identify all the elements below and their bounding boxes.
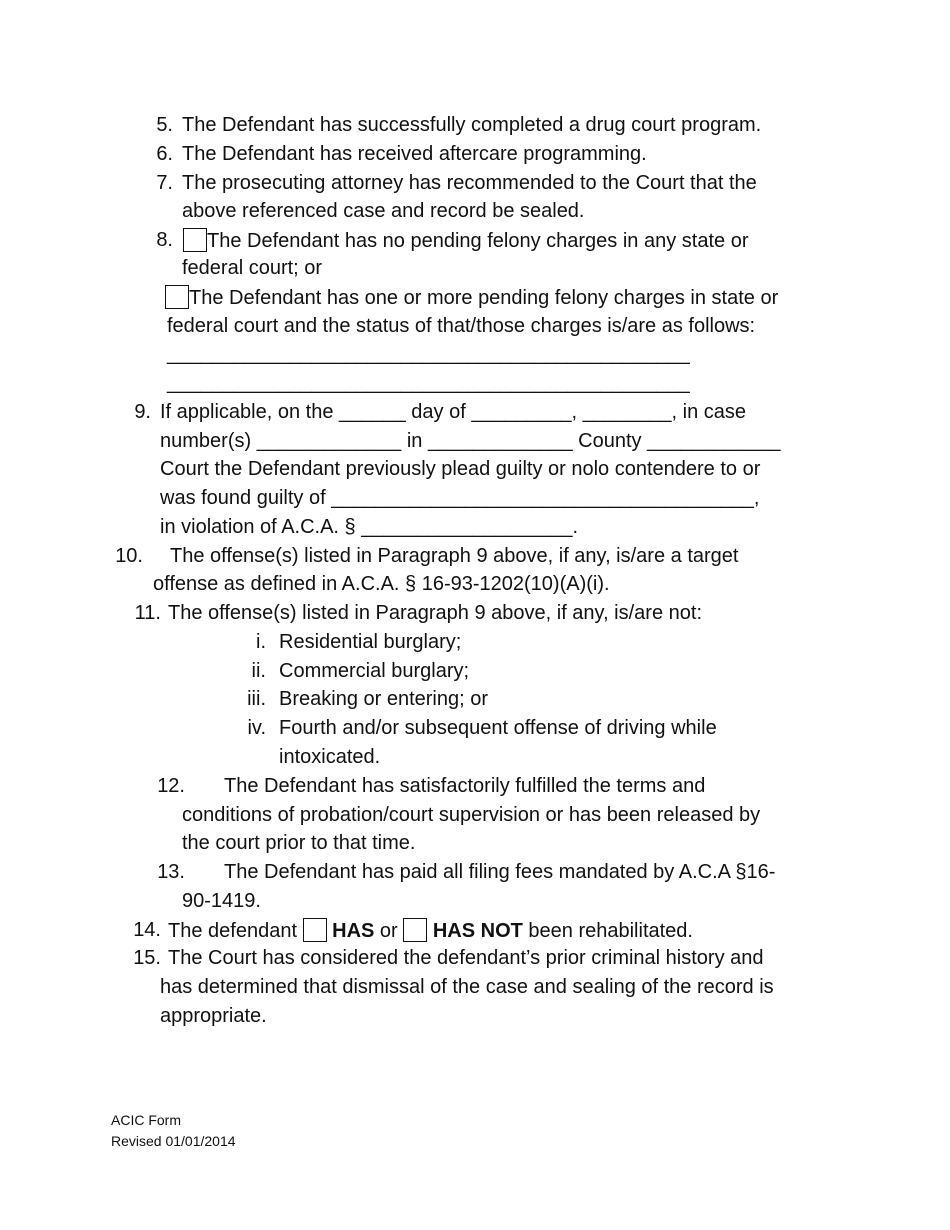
item-15-line-1: The Court has considered the defendant’s prior criminal history and	[168, 947, 764, 969]
item-10-line-1: The offense(s) listed in Paragraph 9 above, if any, is/are a target	[170, 545, 739, 567]
item-14-number: 14.	[133, 919, 161, 941]
item-14-prefix: The defendant	[168, 920, 297, 942]
pending-charges-blank-2[interactable]: _______________________________________________	[167, 372, 690, 394]
item-10-number: 10.	[115, 545, 143, 567]
sub-item-number: i.	[256, 631, 266, 653]
item-5-number: 5.	[156, 114, 173, 136]
sub-item-number: iii.	[247, 688, 266, 710]
sub-item-iv-line-2: intoxicated.	[279, 746, 381, 768]
item-10-line-2: offense as defined in A.C.A. § 16-93-1202(10)(A)(i).	[153, 573, 610, 595]
item-12-line-2: conditions of probation/court supervision or has been released by	[182, 804, 761, 826]
item-6-number: 6.	[156, 143, 173, 165]
item-13-line-1: The Defendant has paid all filing fees mandated by A.C.A §16-	[224, 861, 776, 883]
item-9-line-5: in violation of A.C.A. § ___________________.	[160, 516, 579, 538]
has-not-been-rehabilitated-checkbox[interactable]	[403, 918, 427, 942]
pending-charges-checkbox[interactable]	[165, 285, 189, 309]
item-7-line-1: The prosecuting attorney has recommended to the Court that the	[182, 172, 757, 194]
sub-item-text: Breaking or entering; or	[279, 688, 489, 710]
item-12-number: 12.	[157, 775, 185, 797]
item-8-option-2-line-2: federal court and the status of that/those charges is/are as follows:	[167, 315, 756, 337]
item-8-option-1	[183, 228, 748, 253]
footer-revised-date: Revised 01/01/2014	[111, 1133, 236, 1149]
item-9-number: 9.	[134, 401, 151, 423]
item-12-line-3: the court prior to that time.	[182, 832, 416, 854]
sub-item-text: Fourth and/or subsequent offense of driving while	[279, 717, 717, 739]
item-8-option-2-line-1: The Defendant has one or more pending felony charges in state or	[189, 287, 779, 309]
item-7-line-2: above referenced case and record be sealed.	[182, 200, 585, 222]
item-8-option-1-line-2: federal court; or	[182, 257, 323, 279]
sub-item-number: ii.	[251, 660, 266, 682]
item-7-number: 7.	[156, 172, 173, 194]
item-11-number: 11.	[134, 602, 161, 624]
item-15-line-2: has determined that dismissal of the case and sealing of the record is	[160, 976, 774, 998]
item-14-suffix: been rehabilitated.	[528, 920, 693, 942]
item-15-number: 15.	[133, 947, 161, 969]
sub-item-text: Commercial burglary;	[279, 660, 470, 682]
item-6-text: The Defendant has received aftercare programming.	[182, 143, 647, 165]
pending-charges-blank-1[interactable]: _______________________________________________	[167, 343, 690, 365]
item-12-line-1: The Defendant has satisfactorily fulfilled the terms and	[224, 775, 706, 797]
item-8-number: 8.	[156, 229, 173, 251]
no-pending-charges-checkbox[interactable]	[183, 228, 207, 252]
or-label: or	[379, 920, 398, 942]
sub-item-text: Residential burglary;	[279, 631, 462, 653]
item-9-line-3: Court the Defendant previously plead guilty or nolo contendere to or	[160, 458, 761, 480]
item-9-line-1: If applicable, on the ______ day of _________, ________, in case	[160, 401, 747, 423]
footer-form-name: ACIC Form	[111, 1112, 181, 1128]
item-14-text	[168, 918, 693, 943]
item-9-line-2: number(s) _____________ in _____________ County ____________	[160, 430, 781, 452]
item-15-line-3: appropriate.	[160, 1005, 267, 1027]
item-8-option-2	[165, 285, 778, 310]
item-9-line-4: was found guilty of ______________________________________,	[160, 487, 760, 509]
has-label: HAS	[332, 920, 375, 942]
item-13-number: 13.	[157, 861, 185, 883]
item-11-text: The offense(s) listed in Paragraph 9 above, if any, is/are not:	[168, 602, 703, 624]
has-not-label: HAS NOT	[432, 920, 523, 942]
item-8-option-1-line-1: The Defendant has no pending felony charges in any state or	[207, 230, 749, 252]
item-13-line-2: 90-1419.	[182, 890, 261, 912]
footer	[111, 1110, 236, 1152]
item-5-text: The Defendant has successfully completed a drug court program.	[182, 114, 762, 136]
has-been-rehabilitated-checkbox[interactable]	[303, 918, 327, 942]
sub-item-number: iv.	[247, 717, 266, 739]
